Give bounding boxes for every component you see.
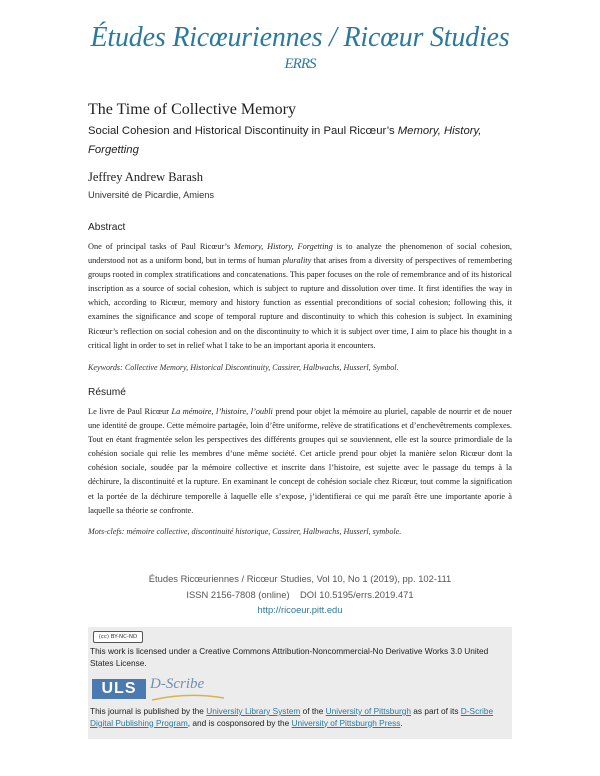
article-title: The Time of Collective Memory [88, 101, 296, 118]
journal-title: Études Ricœuriennes / Ricœur Studies [90, 22, 510, 53]
keywords-list: Collective Memory, Historical Discontinuity, Cassirer, Halbwachs, Husserl, Symbol. [124, 363, 399, 372]
cc-license-badge[interactable]: (cc) BY-NC-ND [93, 631, 143, 643]
issn-doi-line: ISSN 2156-7808 (online) DOI 10.5195/errs.2019.471 [186, 589, 414, 600]
journal-logo: ERRS [284, 56, 316, 72]
resume-heading: Résumé [88, 387, 126, 398]
publisher-part-4: , and is cosponsored by the [187, 717, 292, 728]
abstract-book-title: Memory, History, Forgetting [233, 242, 333, 251]
abstract-keywords [88, 363, 512, 372]
pitt-link[interactable]: University of Pittsburgh [325, 706, 411, 716]
mots-clefs-list: mémoire collective, discontinuité historique, Cassirer, Halbwachs, Husserl, symbole. [126, 527, 402, 536]
dscribe-swoosh-icon [150, 694, 226, 702]
publisher-part-1: This journal is published by the [90, 706, 207, 716]
dscribe-logo [150, 676, 226, 704]
pitt-press-link[interactable]: University of Pittsburgh Press [291, 717, 401, 728]
resume-part-1: Le livre de Paul Ricœur [88, 407, 172, 416]
dscribe-link[interactable]: D-Scribe Digital Publishing Program [90, 706, 494, 728]
abstract-part-3: that arises from a diversity of perspectives of remembering groups rooted in complex stratifications and concatenations. This paper focuses on the role of remembrance and of its historical inscription as a source of social cohesion, which is subject to rupture and dissolution over time. It first identifies the way in which, according to Ricœur, memory and history function as essential preconditions of social cohesion; following this, it examines the significance and scope of temporal rupture and discontinuity to which this cohesion is subject. In examining Ricœur’s reflection on social cohesion and on the discontinuity to which it is subject over time, I aim to place his thought in a critical light in order to set in relief what I take to be an important aporia it encounters. [88, 256, 512, 350]
author-affiliation: Université de Picardie, Amiens [88, 190, 215, 200]
uls-link[interactable]: University Library System [206, 706, 301, 716]
abstract-text [88, 240, 512, 353]
abstract-part-2: is to analyze the phenomenon of social cohesion, understood not as a uniform bond, but in terms of human [88, 242, 512, 266]
license-text: This work is licensed under a Creative Commons Attribution-Noncommercial-No Derivative Works 3.0 United States License. [90, 646, 489, 668]
journal-url-link[interactable]: http://ricoeur.pitt.edu [257, 604, 343, 615]
resume-part-2: prend pour objet la mémoire au pluriel, capable de nourrir et de nouer une identité de groupe. Cette mémoire partagée, loin d’être uniforme, relève de stratifications et d’enchevêtrements complexes. Tout en étant fragmentée selon les perspectives des différents groupes qui se souviennent, elle est la source primordiale de la cohésion sociale qui relie les membres d’une même société. Cet article prend pour objet la manière selon Ricœur dont la cohésion sociale, soudée par la mémoire collective et inscrite dans l’histoire, est sujette avec le passage du temps à la déchirure, la discontinuité et la rupture. En examinant le concept de cohésion sociale chez Ricœur, tout comme la signification et la portée de la déchirure temporelle à laquelle elle s’expose, j’identifierai ce qui me paraît être une importante aporie à laquelle sa théorie se confronte. [88, 407, 512, 515]
abstract-part-1: One of principal tasks of Paul Ricœur’s [88, 242, 234, 251]
journal-url-line [0, 604, 600, 615]
abstract-plurality: plurality [282, 256, 312, 266]
citation-line: Études Ricœuriennes / Ricœur Studies, Vol 10, No 1 (2019), pp. 102-111 [148, 573, 452, 584]
author-name: Jeffrey Andrew Barash [88, 170, 204, 184]
mots-clefs-label: Mots-clefs: [88, 527, 125, 536]
subtitle-book-title: Memory, History, Forgetting [88, 125, 482, 156]
abstract-heading: Abstract [88, 222, 126, 233]
publisher-text [90, 706, 510, 729]
uls-logo: ULS [92, 679, 146, 699]
keywords-label: Keywords: [88, 363, 123, 372]
resume-book-title: La mémoire, l’histoire, l’oubli [171, 407, 273, 416]
article-subtitle [88, 122, 508, 160]
dscribe-logo-text: D-Scribe [150, 676, 205, 692]
subtitle-text: Social Cohesion and Historical Discontinuity in Paul Ricœur’s [88, 125, 398, 137]
resume-text [88, 405, 512, 518]
publisher-part-3: as part of its [410, 706, 461, 716]
publisher-part-5: . [400, 717, 403, 728]
resume-keywords [88, 527, 512, 536]
publisher-part-2: of the [300, 706, 326, 716]
